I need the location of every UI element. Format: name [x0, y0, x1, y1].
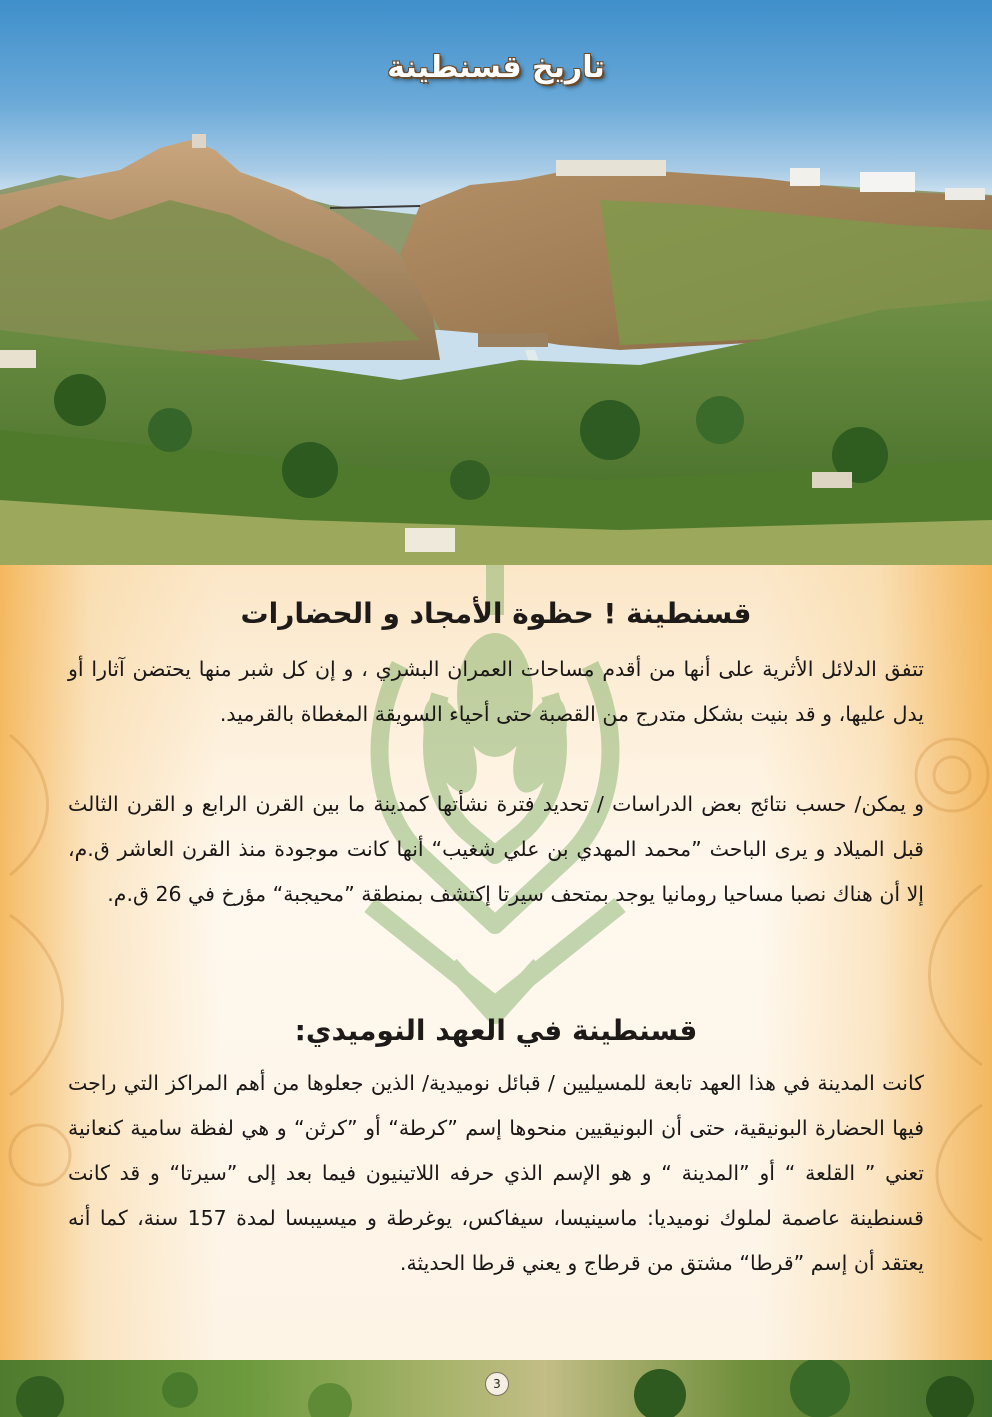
- page-title: تاريخ قسنطينة: [387, 50, 605, 85]
- paragraph-archaeology: تتفق الدلائل الأثرية على أنها من أقدم مساحات العمران البشري ، و إن كل شبر منها يحتضن آثارا أو يدل عليها، و قد بنيت بشكل متدرج من القصبة حتى أحياء السويقة المغطاة بالقرميد.: [68, 657, 924, 726]
- page-number: 3: [485, 1372, 509, 1396]
- content-panel: [0, 565, 992, 1360]
- footer-photo-strip: [0, 1360, 992, 1417]
- paragraph-numidian: كانت المدينة في هذا العهد تابعة للمسيليين / قبائل نوميدية/ الذين جعلوها من أهم المراكز التي راجت فيها الحضارة البونيقية، حتى أن البونيقيين منحوها إسم ”كرطة“ أو ”كرثن“ و هي لفظة سامية كنعانية تعني ” القلعة “ أو ”المدينة “ و هو الإسم الذي حرفه اللاتينيون فيما بعد إلى ”سيرتا“ و قد كانت قسنطينة عاصمة لملوك نوميديا: ماسينيسا، سيفاكس، يوغرطة و ميسيبسا لمدة 157 سنة، كما أنه يعتقد أن إسم ”قرطا“ مشتق من قرطاج و يعني قرطا الحديثة.: [68, 1071, 924, 1275]
- section-heading-civilizations: قسنطينة ! حظوة الأمجاد و الحضارات: [240, 597, 752, 630]
- paragraph-origins: و يمكن/ حسب نتائج بعض الدراسات / تحديد فترة نشأتها كمدينة ما بين القرن الرابع و القرن الثالث قبل الميلاد و يرى الباحث ”محمد المهدي بن علي شغيب“ أنها كانت موجودة منذ القرن العاشر ق.م، إلا أن هناك نصبا مساحيا رومانيا يوجد بمتحف سيرتا إكتشف بمنطقة ”محيجبة“ مؤرخ في 26 ق.م.: [68, 792, 924, 906]
- section-heading-numidian-era: قسنطينة في العهد النوميدي:: [294, 1014, 698, 1047]
- hero-photo: [0, 0, 992, 565]
